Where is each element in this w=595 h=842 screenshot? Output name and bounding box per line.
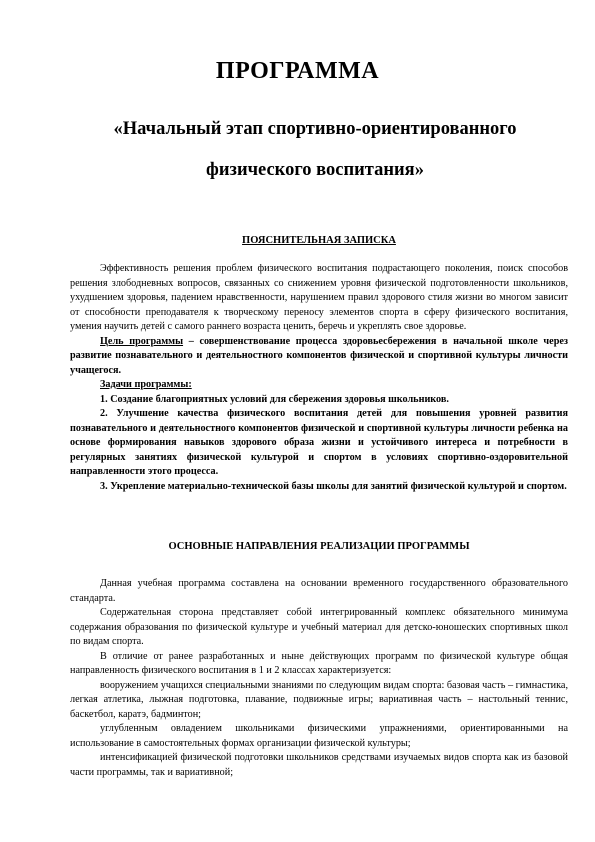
- tasks-label: Задачи программы:: [100, 379, 192, 390]
- directions-paragraph-1: Данная учебная программа составлена на основании временного государственного образовательного стандарта.: [70, 578, 568, 604]
- intro-paragraph: Эффективность решения проблем физического воспитания подрастающего поколения, поиск способов решения злободневных вопросов, связанных со снижением уровня физической подготовленности школьников, ухудшением здоровья, падением нравственности, нарушением правил здорового стиля жизни во многом зависит от способности преподавателя к творческому переносу элементов спорта в сферу физического воспитания, умения научить детей с самого раннего возраста ценить, беречь и укреплять свое здоровье.: [70, 263, 568, 332]
- goal-label: Цель программы: [100, 335, 184, 347]
- page-title: ПРОГРАММА: [215, 58, 380, 84]
- task-item-3: 3. Укрепление материально-технической базы школы для занятий физической культурой и спортом.: [100, 480, 567, 492]
- directions-paragraph-2: Содержательная сторона представляет собой интегрированный комплекс обязательного минимума содержания образования по физической культуре и учебный материал для детско-юношеских спортивных школ по видам спорта.: [70, 607, 568, 647]
- task-item-2: 2. Улучшение качества физического воспитания детей для повышения уровней развития познавательного и деятельностного компонентов физической и спортивной культуры личности ребенка на основе формирования навыков здорового образа жизни и устойчивого интереса и потребности в регулярных занятиях физической культурой и спортом в условиях спортивно-оздоровительной направленности этого процесса.: [70, 408, 568, 477]
- section-heading-main-directions: ОСНОВНЫЕ НАПРАВЛЕНИЯ РЕАЛИЗАЦИИ ПРОГРАММЫ: [168, 541, 470, 552]
- section-main-directions-body: [70, 577, 568, 780]
- directions-paragraph-4: вооружением учащихся специальными знаниями по следующим видам спорта: базовая часть – гимнастика, легкая атлетика, лыжная подготовка, плавание, подвижные игры; вариативная часть – настольный теннис, баскетбол, каратэ, бадминтон;: [70, 679, 568, 720]
- program-subtitle-line-1: «Начальный этап спортивно-ориентированного: [113, 119, 517, 139]
- directions-paragraph-6: интенсификацией физической подготовки школьников средствами изучаемых видов спорта как из базовой части программы, так и вариативной;: [70, 752, 568, 778]
- goal-paragraph: [70, 335, 568, 379]
- task-item-1: 1. Создание благоприятных условий для сбережения здоровья школьников.: [100, 393, 449, 405]
- program-subtitle-line-2: физического воспитания»: [206, 160, 424, 180]
- directions-paragraph-3: В отличие от ранее разработанных и ныне действующих программ по физической культуре общая направленность физического воспитания в 1 и 2 классах характеризуется:: [70, 650, 568, 676]
- goal-text: – совершенствование процесса здоровьесбережения в начальной школе через развитие познавательного и деятельностного компонентов физической и спортивной культуры личности учащегося.: [70, 335, 568, 376]
- section-heading-explanatory-note: ПОЯСНИТЕЛЬНАЯ ЗАПИСКА: [242, 235, 396, 246]
- section-explanatory-note-body: [70, 262, 568, 494]
- directions-paragraph-5: углубленным овладением школьниками физическими упражнениями, ориентированными на использование в самостоятельных формах организации физической культуры;: [70, 723, 568, 749]
